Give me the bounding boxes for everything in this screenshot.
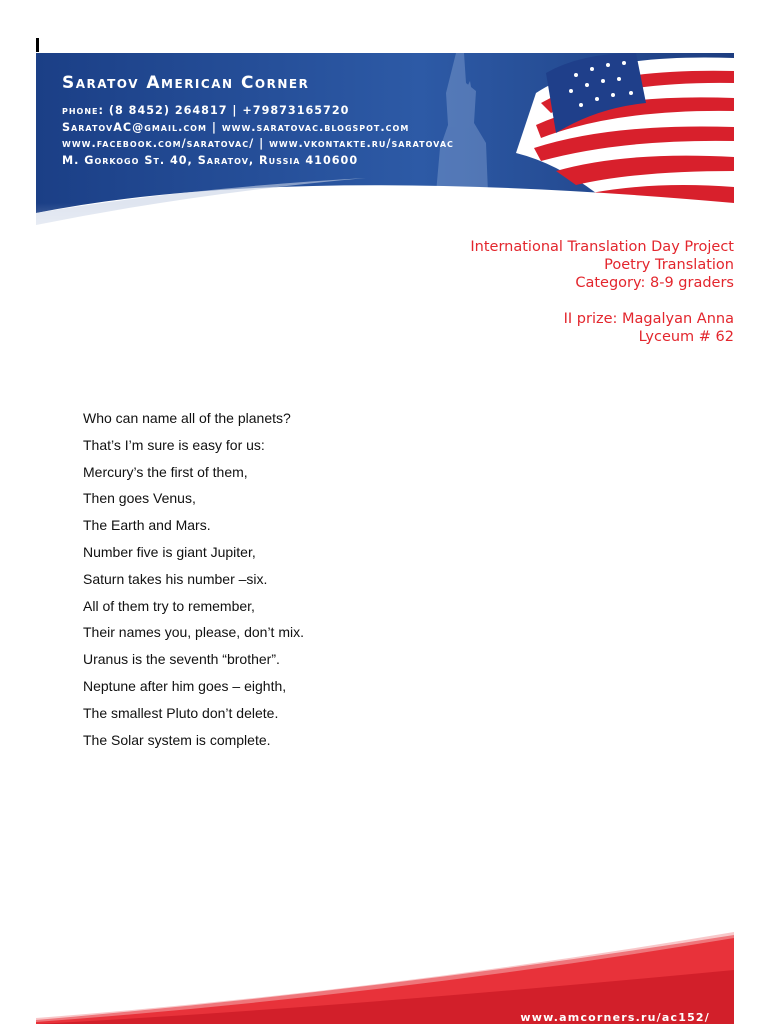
poem-line: Neptune after him goes – eighth, bbox=[83, 677, 287, 694]
text-cursor bbox=[36, 38, 39, 52]
poem-line: Their names you, please, don’t mix. bbox=[83, 624, 304, 641]
poem-line: Mercury’s the first of them, bbox=[83, 463, 248, 480]
address-line: M. Gorkogo St. 40, Saratov, Russia 410600 bbox=[62, 153, 359, 167]
poem-line: Number five is giant Jupiter, bbox=[83, 543, 256, 560]
project-subtitle: Poetry Translation bbox=[604, 257, 734, 274]
poem-body bbox=[83, 408, 304, 756]
poem-line: Then goes Venus, bbox=[83, 490, 196, 507]
poem-line: All of them try to remember, bbox=[83, 597, 255, 614]
phone-line: phone: (8 8452) 264817 | +79873165720 bbox=[62, 104, 350, 117]
organization-name: Saratov American Corner bbox=[62, 73, 310, 93]
poem-line: The smallest Pluto don’t delete. bbox=[83, 704, 279, 721]
poem-line: Uranus is the seventh “brother”. bbox=[83, 651, 280, 668]
letterhead-banner bbox=[36, 53, 734, 240]
poem-line: Who can name all of the planets? bbox=[83, 410, 291, 426]
poem-line: The Solar system is complete. bbox=[83, 731, 271, 748]
prize-label: II prize: Magalyan Anna bbox=[563, 310, 734, 327]
award-info bbox=[470, 238, 734, 346]
school-label: Lyceum # 62 bbox=[638, 328, 734, 345]
letterhead-text bbox=[62, 73, 454, 169]
social-links-line: www.facebook.com/saratovac/ | www.vkontakte.ru/saratovac bbox=[62, 137, 454, 150]
category-label: Category: 8-9 graders bbox=[575, 275, 734, 292]
poem-line: That’s I’m sure is easy for us: bbox=[83, 436, 265, 453]
email-line: SaratovAC@gmail.com | www.saratovac.blogspot.com bbox=[62, 120, 410, 134]
letterhead-footer bbox=[36, 930, 734, 1024]
poem-line: The Earth and Mars. bbox=[83, 517, 211, 534]
website-url: www.amcorners.ru/ac152/ bbox=[520, 1011, 710, 1024]
poem-line: Saturn takes his number –six. bbox=[83, 570, 268, 587]
footer-swoosh bbox=[36, 930, 734, 1024]
project-title: International Translation Day Project bbox=[470, 239, 734, 255]
